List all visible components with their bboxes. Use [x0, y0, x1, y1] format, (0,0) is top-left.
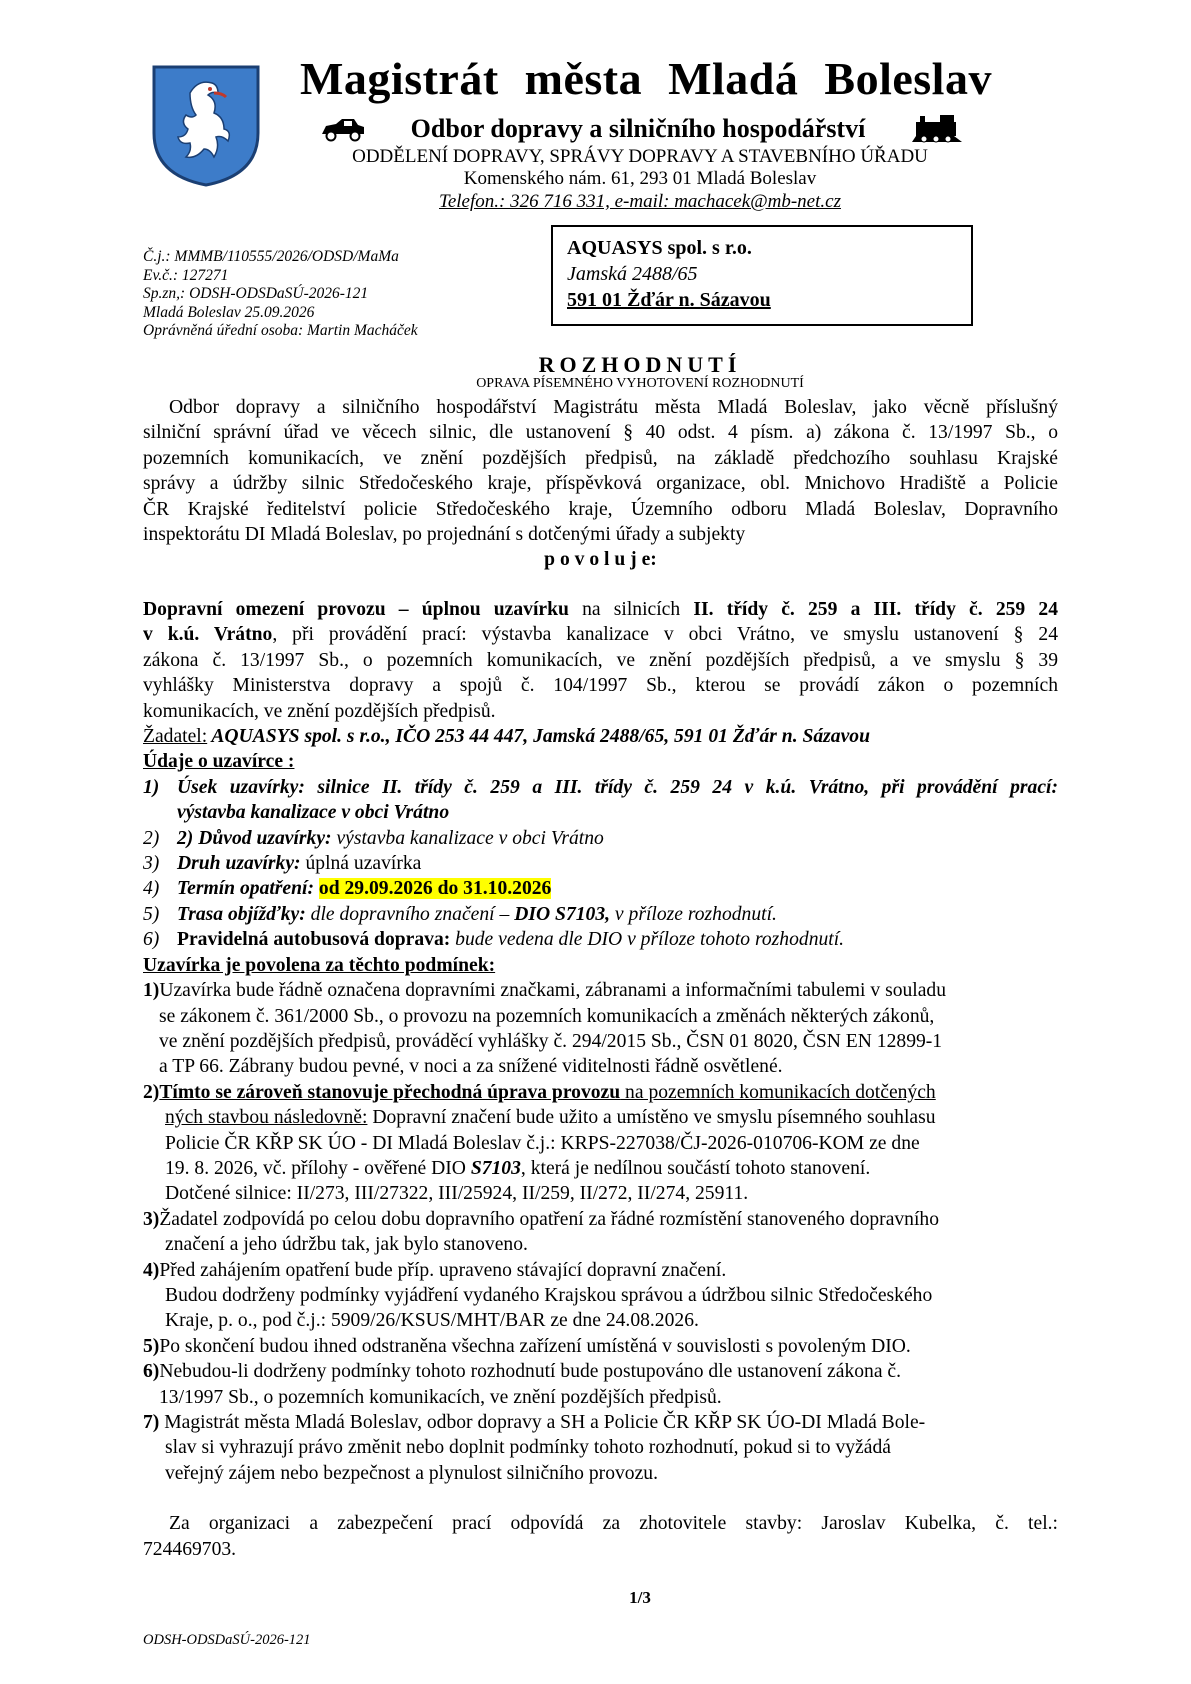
condition-6: 6)Nebudou-li dodrženy podmínky tohoto rozhodnutí bude postupováno dle ustanovení zákona č. 13/1997 Sb., o pozemních komunikacích, ve znění pozdějších předpisů. — [143, 1361, 902, 1408]
intro-line: Odbor dopravy a silničního hospodářství Magistrátu města Mladá Boleslav, jako věcně příslušný — [169, 397, 1058, 418]
condition-2: 2)Tímto se zároveň stanovuje přechodná úprava provozu na pozemních komunikacích dotčených ných stavbou následovně: Dopravní značení bude užito a umístěno ve smyslu písemného souhlasu Policie ČR KŘP SK ÚO - DI Mladá Boleslav č.j.: KRPS-227038/ČJ-2026-010706-KOM ze dne 19. 8. 2026, vč. přílohy - ověřené DIO S7103, která je nedílnou součástí tohoto stanovení. Dotčené silnice: II/273, III/27322, III/25924, II/259, II/272, II/274, 25911. — [143, 1081, 936, 1205]
reference-cj: Č.j.: MMMB/110555/2026/ODSD/MaMa — [143, 248, 399, 265]
detail-item: 2) 2) Důvod uzavírky: výstavba kanalizace v obci Vrátno — [143, 827, 604, 849]
permission-text: na silnicích — [568, 599, 694, 620]
page-number: 1/3 — [629, 1588, 651, 1607]
recipient-name: AQUASYS spol. s r.o. — [567, 237, 752, 259]
intro-paragraph — [143, 395, 1058, 573]
section-name: ODDĚLENÍ DOPRAVY, SPRÁVY DOPRAVY A STAVEBNÍHO ÚŘADU — [352, 146, 928, 167]
details-heading: Údaje o uzavírce : — [143, 751, 295, 773]
detail-item: 3) Druh uzavírky: úplná uzavírka — [143, 853, 422, 875]
intro-line: pozemních komunikacích, ve znění pozdějších předpisů, na základě předchozího souhlasu Krajské — [143, 447, 1058, 469]
detail-item: 6) Pravidelná autobusová doprava: bude vedena dle DIO v příloze tohoto rozhodnutí. — [143, 929, 845, 951]
permission-line: vyhlášky Ministerstva dopravy a spojů č. 104/1997 Sb., kterou se provádí zákon o pozemních — [143, 675, 1058, 697]
intro-line: inspektorátu DI Mladá Boleslav, po projednání s dotčenými úřady a subjekty — [143, 524, 746, 546]
recipient-box — [551, 225, 973, 326]
reference-spzn: Sp.zn,: ODSH-ODSDaSÚ-2026-121 — [143, 285, 369, 302]
decision-title: ROZHODNUTÍ — [538, 352, 742, 377]
coat-of-arms-icon — [150, 63, 262, 188]
permission-paragraph — [143, 597, 1058, 1562]
permission-bold: Dopravní omezení provozu – úplnou uzavírku — [143, 599, 569, 620]
intro-line: ČR Krajské ředitelství policie Středočeského kraje, Územního odboru Mladá Boleslav, Dopravního — [143, 498, 1058, 520]
conditions-heading: Uzavírka je povolena za těchto podmínek: — [143, 954, 496, 976]
footer-reference: ODSH-ODSDaSÚ-2026-121 — [143, 1632, 311, 1648]
permission-area: v k.ú. Vrátno — [143, 624, 273, 646]
reference-block — [143, 248, 418, 341]
contractor-phone: 724469703. — [143, 1538, 237, 1560]
applicant-label: Žadatel: — [143, 726, 208, 748]
verdict: p o v o l u j e: — [544, 549, 657, 571]
condition-7: 7) Magistrát města Mladá Boleslav, odbor dopravy a SH a Policie ČR KŘP SK ÚO-DI Mladá Bole- slav si vyhrazují právo změnit nebo doplnit podmínky tohoto rozhodnutí, pokud si to vyžádá veřejný zájem nebo bezpečnost a plynulost silničního provozu. — [143, 1412, 926, 1484]
detail-continuation: výstavba kanalizace v obci Vrátno — [177, 802, 450, 824]
permission-text: , při provádění prací: výstavba kanalizace v obci Vrátno, ve smyslu ustanovení § 24 — [272, 624, 1058, 646]
condition-3: 3)Žadatel zodpovídá po celou dobu dopravního opatření za řádné rozmístění stanoveného dopravního značení a jeho údržbu tak, jak bylo stanoveno. — [143, 1208, 940, 1256]
condition-4: 4)Před zahájením opatření bude příp. upraveno stávající dopravní značení. Budou dodrženy podmínky vyjádření vydaného Krajskou správou a údržbou silnic Středočeského Kraje, p. o., pod č.j.: 5909/26/KSUS/MHT/BAR ze dne 24.08.2026. — [143, 1259, 933, 1332]
page-title: Magistrát města Mladá Boleslav — [300, 53, 992, 104]
reference-evc: Ev.č.: 127271 — [143, 266, 229, 284]
reference-date: Mladá Boleslav 25.09.2026 — [143, 303, 315, 321]
intro-line: správy a údržby silnic Středočeského kraje, příspěvková organizace, obl. Mnichovo Hradiště a Policie — [143, 473, 1058, 495]
contractor-line: Za organizaci a zabezpečení prací odpovídá za zhotovitele stavby: Jaroslav Kubelka, č. tel.: — [169, 1513, 1058, 1535]
office-address: Komenského nám. 61, 293 01 Mladá Boleslav — [463, 168, 817, 189]
condition-5: 5)Po skončení budou ihned odstraněna všechna zařízení umístěná v souvislosti s povoleným DIO. — [143, 1335, 911, 1357]
permission-line: komunikacích, ve znění pozdějších předpisů. — [143, 700, 496, 722]
decision-subtitle: OPRAVA PÍSEMNÉHO VYHOTOVENÍ ROZHODNUTÍ — [476, 376, 804, 391]
term-highlight: od 29.09.2026 do 31.10.2026 — [318, 878, 552, 900]
reference-officer: Oprávněná úřední osoba: Martin Macháček — [143, 322, 418, 339]
contact-line[interactable]: Telefon.: 326 716 331, e-mail: machacek@mb-net.cz — [439, 191, 841, 212]
intro-line: silniční správní úřad ve věcech silnic, dle ustanovení § 40 odst. 4 písm. a) zákona č. 13/1997 Sb., o — [143, 422, 1058, 444]
applicant-value: AQUASYS spol. s r.o., IČO 253 44 447, Jamská 2488/65, 591 01 Žďár n. Sázavou — [207, 726, 870, 748]
detail-item: 5) Trasa objížďky: dle dopravního značení – DIO S7103, v příloze rozhodnutí. — [143, 903, 777, 925]
condition-1: 1)Uzavírka bude řádně označena dopravními značkami, zábranami a informačními tabulemi v souladu se zákonem č. 361/2000 Sb., o provozu na pozemních komunikacích a změnách některých zákonů, ve znění pozdějších předpisů, prováděcí vyhlášky č. 294/2015 Sb., ČSN 01 8020, ČSN EN 12899-1 a TP 66. Zábrany budou pevné, v noci a za snížené viditelnosti řádně osvětlené. — [143, 980, 947, 1078]
recipient-street: Jamská 2488/65 — [567, 263, 698, 285]
train-icon — [910, 112, 964, 144]
permission-roads: II. třídy č. 259 a III. třídy č. 259 24 — [693, 599, 1059, 620]
recipient-city: 591 01 Žďár n. Sázavou — [567, 289, 771, 311]
detail-item: 4) Termín opatření: od 29.09.2026 do 31.10.2026 — [143, 878, 552, 900]
detail-item: 1) Úsek uzavírky: silnice II. třídy č. 259 a III. třídy č. 259 24 v k.ú. Vrátno, při provádění prací: — [143, 776, 1058, 798]
permission-line: zákona č. 13/1997 Sb., o pozemních komunikacích, ve znění pozdějších předpisů, a ve smyslu § 39 — [143, 649, 1058, 671]
department-name: Odbor dopravy a silničního hospodářství — [410, 114, 866, 143]
